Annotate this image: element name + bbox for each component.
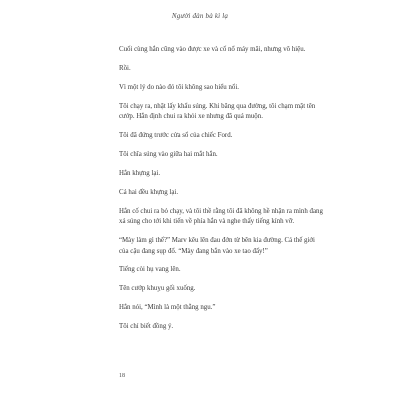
paragraph: Tôi chỉ biết đồng ý. [119, 323, 174, 331]
paragraph: Hắn khựng lại. [119, 169, 161, 177]
paragraph: Tôi chĩa súng vào giữa hai mắt hắn. [119, 150, 218, 158]
paragraph: Tên cướp khuỵu gối xuống. [119, 285, 196, 293]
running-header: Người đàn bà kì lạ [171, 12, 229, 20]
paragraph: Cả hai đều khựng lại. [119, 188, 179, 196]
paragraph: Hắn nói, “Mình là một thằng ngu.” [119, 304, 216, 312]
paragraph: “Mày làm gì thế?” Marv kêu lên đau đớn từ bên kia đường. Cả thế giới của cậu đang sụp đổ. “Mày đang bắn vào xe tao đấy!” [119, 237, 315, 255]
paragraph: Cuối cùng hắn cũng vào được xe và cố nổ máy mãi, nhưng vô hiệu. [119, 46, 306, 53]
paragraph: Tiếng còi hụ vang lên. [119, 266, 181, 274]
paragraph: Vì một lý do nào đó tôi không sao hiểu nổi. [119, 83, 240, 91]
paragraph: Rồi. [119, 64, 131, 72]
paragraph: Hắn cố chui ra bỏ chạy, và tôi thề rằng tôi đã không hề nhận ra mình đang xả súng cho tới khi tiến về phía hắn và nghe thấy tiếng kính vỡ. [119, 207, 323, 226]
paragraph: Tôi đã đứng trước cửa sổ của chiếc Ford. [119, 132, 233, 140]
page-number: 18 [119, 373, 125, 379]
body-text [119, 45, 324, 333]
paragraph: Tôi chạy ra, nhặt lấy khẩu súng. Khi băng qua đường, tôi chạm mặt tên cướp. Hắn định chui ra khỏi xe nhưng đã quá muộn. [119, 102, 316, 121]
